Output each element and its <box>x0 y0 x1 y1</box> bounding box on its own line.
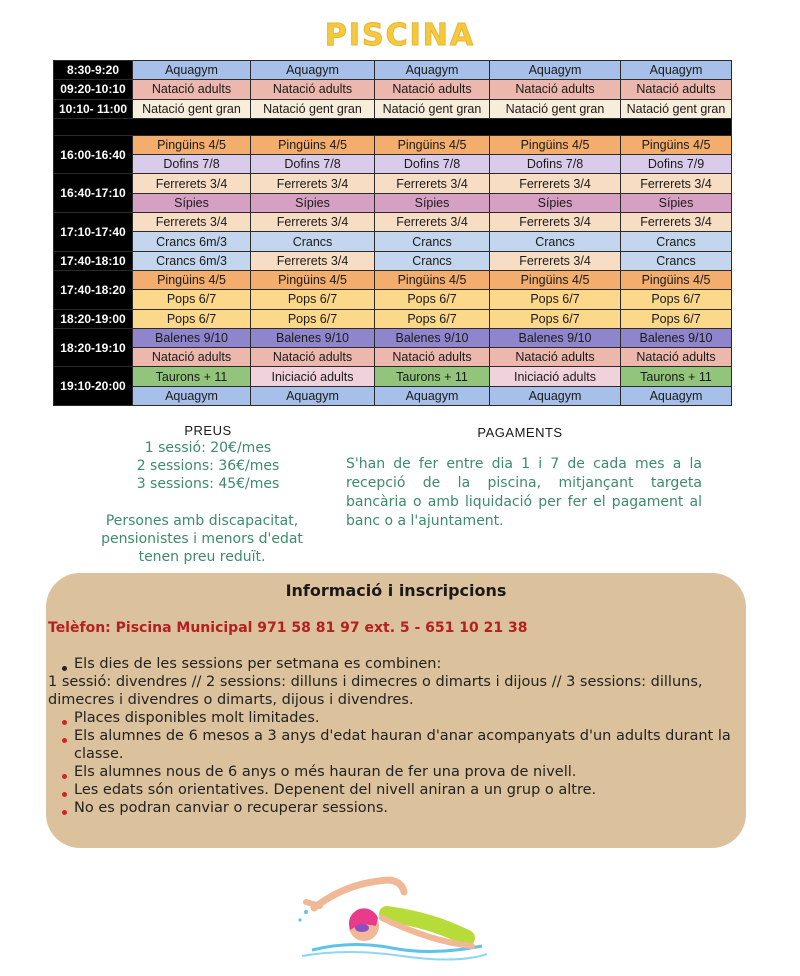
phone-line: Telèfon: Piscina Municipal 971 58 81 97 ext. 5 - 651 10 21 38 <box>48 620 528 636</box>
info-bullet: Els alumnes nous de 6 anys o més hauran de fer una prova de nivell. <box>74 764 577 780</box>
class-cell: Sípies <box>133 193 251 212</box>
bullet-icon <box>62 720 67 725</box>
prices-heading: PREUS <box>184 423 232 438</box>
info-bullet: Les edats són orientatives. Depenent del nivell aniran a un grup o altre. <box>74 782 597 798</box>
time-slot: 18:20-19:10 <box>54 328 133 367</box>
schedule-separator <box>54 118 732 135</box>
class-cell: Taurons + 11 <box>375 367 490 386</box>
bullet-icon <box>62 810 67 815</box>
bullet-icon <box>62 738 67 743</box>
table-row <box>54 232 732 251</box>
class-cell: Ferrerets 3/4 <box>251 213 375 232</box>
info-bullet: Places disponibles molt limitades. <box>74 710 320 726</box>
class-cell: Pingüins 4/5 <box>375 135 490 154</box>
page-title: PISCINA <box>324 18 476 53</box>
class-cell: Natació adults <box>375 348 490 367</box>
separator-cell <box>54 118 732 135</box>
table-row <box>54 135 732 154</box>
class-cell: Sípies <box>621 193 732 212</box>
class-cell: Pops 6/7 <box>490 309 621 328</box>
class-cell: Balenes 9/10 <box>490 328 621 347</box>
class-cell: Natació adults <box>621 348 732 367</box>
class-cell: Sípies <box>375 193 490 212</box>
info-bullet-cont: classe. <box>74 746 124 762</box>
class-cell: Natació gent gran <box>251 99 375 118</box>
info-bullet: Els alumnes de 6 mesos a 3 anys d'edat hauran d'anar acompanyats d'un adults durant la <box>74 728 731 744</box>
schedule-table <box>53 60 732 406</box>
info-heading: Informació i inscripcions <box>285 581 507 600</box>
discount-note <box>78 512 326 566</box>
sessions-detail: dimecres i divendres o dimarts, dijous i divendres. <box>48 692 414 708</box>
class-cell: Ferrerets 3/4 <box>133 213 251 232</box>
info-bullet: No es podran canviar o recuperar sessions. <box>74 800 389 816</box>
class-cell: Crancs <box>375 232 490 251</box>
class-cell: Crancs <box>490 232 621 251</box>
class-cell: Pingüins 4/5 <box>133 135 251 154</box>
class-cell: Natació gent gran <box>490 99 621 118</box>
class-cell: Pingüins 4/5 <box>621 270 732 289</box>
time-slot: 17:40-18:20 <box>54 270 133 309</box>
class-cell: Balenes 9/10 <box>251 328 375 347</box>
time-slot: 16:00-16:40 <box>54 135 133 174</box>
class-cell: Aquagym <box>133 61 251 80</box>
class-cell: Crancs 6m/3 <box>133 232 251 251</box>
class-cell: Balenes 9/10 <box>375 328 490 347</box>
table-row <box>54 251 732 270</box>
class-cell: Pops 6/7 <box>251 309 375 328</box>
class-cell: Ferrerets 3/4 <box>490 251 621 270</box>
class-cell: Taurons + 11 <box>133 367 251 386</box>
class-cell: Pops 6/7 <box>490 290 621 309</box>
class-cell: Crancs 6m/3 <box>133 251 251 270</box>
table-row <box>54 309 732 328</box>
time-slot: 10:10- 11:00 <box>54 99 133 118</box>
class-cell: Aquagym <box>490 61 621 80</box>
class-cell: Aquagym <box>251 386 375 405</box>
class-cell: Dofins 7/8 <box>490 155 621 174</box>
table-row <box>54 290 732 309</box>
class-cell: Pingüins 4/5 <box>133 270 251 289</box>
class-cell: Iniciació adults <box>490 367 621 386</box>
table-row <box>54 193 732 212</box>
time-slot: 16:40-17:10 <box>54 174 133 213</box>
class-cell: Pingüins 4/5 <box>490 270 621 289</box>
class-cell: Pingüins 4/5 <box>621 135 732 154</box>
time-slot: 18:20-19:00 <box>54 309 133 328</box>
table-row <box>54 174 732 193</box>
time-slot: 09:20-10:10 <box>54 80 133 99</box>
price-line: 3 sessions: 45€/mes <box>136 476 280 492</box>
class-cell: Pingüins 4/5 <box>251 135 375 154</box>
class-cell: Aquagym <box>133 386 251 405</box>
table-row <box>54 80 732 99</box>
class-cell: Pingüins 4/5 <box>251 270 375 289</box>
class-cell: Aquagym <box>375 61 490 80</box>
class-cell: Crancs <box>621 232 732 251</box>
class-cell: Aquagym <box>621 386 732 405</box>
class-cell: Ferrerets 3/4 <box>251 251 375 270</box>
class-cell: Dofins 7/9 <box>621 155 732 174</box>
class-cell: Pops 6/7 <box>133 309 251 328</box>
class-cell: Taurons + 11 <box>621 367 732 386</box>
class-cell: Natació adults <box>251 80 375 99</box>
class-cell: Pops 6/7 <box>375 309 490 328</box>
time-slot: 8:30-9:20 <box>54 61 133 80</box>
class-cell: Natació gent gran <box>375 99 490 118</box>
class-cell: Balenes 9/10 <box>621 328 732 347</box>
class-cell: Natació adults <box>621 80 732 99</box>
class-cell: Pops 6/7 <box>133 290 251 309</box>
class-cell: Aquagym <box>621 61 732 80</box>
class-cell: Natació adults <box>133 348 251 367</box>
class-cell: Ferrerets 3/4 <box>621 174 732 193</box>
bullet-icon <box>62 792 67 797</box>
class-cell: Iniciació adults <box>251 367 375 386</box>
class-cell: Natació adults <box>490 348 621 367</box>
swimmer-icon <box>292 868 492 968</box>
class-cell: Crancs <box>251 232 375 251</box>
class-cell: Dofins 7/8 <box>251 155 375 174</box>
table-row <box>54 213 732 232</box>
time-slot: 17:10-17:40 <box>54 213 133 252</box>
payments-text: S'han de fer entre dia 1 i 7 de cada mes a la recepció de la piscina, mitjançant targeta bancària o amb liquidació per fer el pagament al banc o a l'ajuntament. <box>346 456 702 529</box>
class-cell: Pops 6/7 <box>375 290 490 309</box>
class-cell: Natació adults <box>133 80 251 99</box>
time-slot: 17:40-18:10 <box>54 251 133 270</box>
class-cell: Ferrerets 3/4 <box>375 174 490 193</box>
class-cell: Pops 6/7 <box>621 290 732 309</box>
price-line: 2 sessions: 36€/mes <box>136 458 280 474</box>
class-cell: Balenes 9/10 <box>133 328 251 347</box>
class-cell: Ferrerets 3/4 <box>621 213 732 232</box>
class-cell: Crancs <box>621 251 732 270</box>
discount-line: tenen preu reduït. <box>138 549 266 565</box>
class-cell: Dofins 7/8 <box>375 155 490 174</box>
table-row <box>54 386 732 405</box>
class-cell: Ferrerets 3/4 <box>375 213 490 232</box>
discount-line: pensionistes i menors d'edat <box>101 531 303 547</box>
class-cell: Natació gent gran <box>621 99 732 118</box>
class-cell: Ferrerets 3/4 <box>490 174 621 193</box>
discount-line: Persones amb discapacitat, <box>105 513 299 529</box>
table-row <box>54 155 732 174</box>
class-cell: Aquagym <box>375 386 490 405</box>
price-line: 1 sessió: 20€/mes <box>144 440 272 456</box>
class-cell: Natació adults <box>490 80 621 99</box>
table-row <box>54 61 732 80</box>
sessions-detail: 1 sessió: divendres // 2 sessions: dilluns i dimecres o dimarts i dijous // 3 sessions: dilluns, <box>48 674 703 690</box>
class-cell: Dofins 7/8 <box>133 155 251 174</box>
table-row <box>54 367 732 386</box>
bullet-icon <box>62 774 67 779</box>
class-cell: Crancs <box>375 251 490 270</box>
class-cell: Natació adults <box>375 80 490 99</box>
sessions-intro: Els dies de les sessions per setmana es combinen: <box>74 656 442 672</box>
time-slot: 19:10-20:00 <box>54 367 133 406</box>
class-cell: Ferrerets 3/4 <box>133 174 251 193</box>
table-row <box>54 328 732 347</box>
class-cell: Natació adults <box>251 348 375 367</box>
payments-heading: PAGAMENTS <box>477 425 563 440</box>
class-cell: Sípies <box>251 193 375 212</box>
class-cell: Aquagym <box>251 61 375 80</box>
class-cell: Ferrerets 3/4 <box>251 174 375 193</box>
class-cell: Pingüins 4/5 <box>490 135 621 154</box>
class-cell: Pingüins 4/5 <box>375 270 490 289</box>
class-cell: Natació gent gran <box>133 99 251 118</box>
class-cell: Sípies <box>490 193 621 212</box>
class-cell: Aquagym <box>490 386 621 405</box>
class-cell: Pops 6/7 <box>621 309 732 328</box>
table-row <box>54 348 732 367</box>
class-cell: Pops 6/7 <box>251 290 375 309</box>
class-cell: Ferrerets 3/4 <box>490 213 621 232</box>
table-row <box>54 270 732 289</box>
bullet-icon <box>62 666 67 671</box>
table-row <box>54 99 732 118</box>
